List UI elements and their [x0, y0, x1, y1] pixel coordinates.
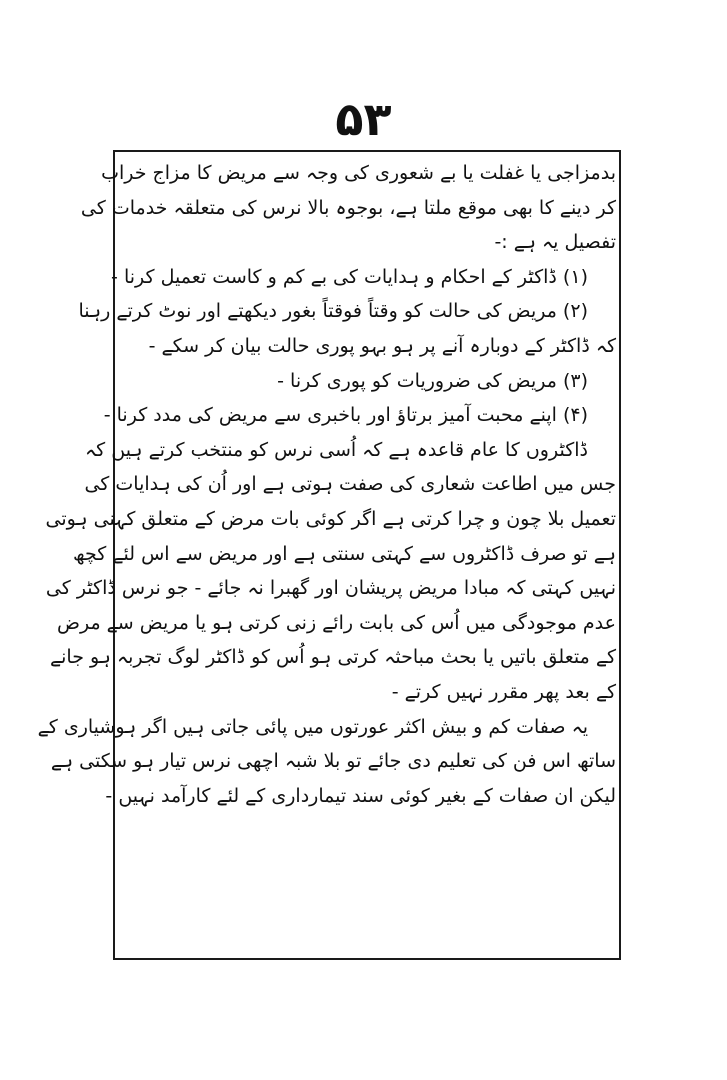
page-body-text — [37, 156, 616, 813]
text-line: کے بعد پھر مقرر نہیں کرتے - — [391, 680, 616, 703]
text-line: لیکن ان صفات کے بغیر کوئی سند تیمارداری کے لئے کارآمد نہیں - — [105, 784, 616, 807]
list-item-1: (۱) ڈاکٹر کے احکام و ہدایات کی بے کم و کاست تعمیل کرنا - — [111, 265, 588, 288]
page-number: ۵۳ — [335, 92, 392, 146]
list-item-4: (۴) اپنے محبت آمیز برتاؤ اور باخبری سے مریض کی مدد کرنا - — [103, 404, 588, 427]
paragraph-start: یہ صفات کم و بیش اکثر عورتوں میں پائی جاتی ہیں اگر ہوشیاری کے — [37, 715, 588, 738]
text-line: نہیں کہتی کہ مبادا مریض پریشان اور گھبرا نہ جائے - جو نرس ڈاکٹر کی — [45, 577, 616, 600]
list-item-3: (۳) مریض کی ضروریات کو پوری کرنا - — [277, 369, 588, 392]
text-line: تفصیل یہ ہے :- — [494, 231, 616, 254]
text-line: ہے تو صرف ڈاکٹروں سے کہتی سنتی ہے اور مریض سے اس لئے کچھ — [73, 542, 616, 565]
paragraph-start: ڈاکٹروں کا عام قاعدہ ہے کہ اُسی نرس کو منتخب کرتے ہیں کہ — [85, 438, 588, 461]
text-line: بدمزاجی یا غفلت یا بے شعوری کی وجہ سے مریض کا مزاج خراب — [101, 162, 616, 184]
text-line: جس میں اطاعت شعاری کی صفت ہوتی ہے اور اُن کی ہدایات کی — [84, 473, 616, 496]
text-line: کر دینے کا بھی موقع ملتا ہے، بوجوہ بالا نرس کی متعلقہ خدمات کی — [80, 196, 616, 219]
text-line: ساتھ اس فن کی تعلیم دی جائے تو بلا شبہ اچھی نرس تیار ہو سکتی ہے — [50, 750, 616, 773]
text-line: کہ ڈاکٹر کے دوبارہ آنے پر ہو بہو پوری حالت بیان کر سکے - — [148, 334, 616, 357]
text-line: تعمیل بلا چون و چرا کرتی ہے اگر کوئی بات مرض کے متعلق کہنی ہوتی — [45, 507, 616, 530]
list-item-2: (۲) مریض کی حالت کو وقتاً فوقتاً بغور دیکھتے اور نوٹ کرتے رہنا — [78, 300, 588, 323]
text-line: کے متعلق باتیں یا بحث مباحثہ کرتی ہو اُس کو ڈاکٹر لوگ تجربہ ہو جانے — [49, 646, 616, 669]
text-line: عدم موجودگی میں اُس کی بابت رائے زنی کرتی ہو یا مریض سے مرض — [57, 611, 616, 634]
